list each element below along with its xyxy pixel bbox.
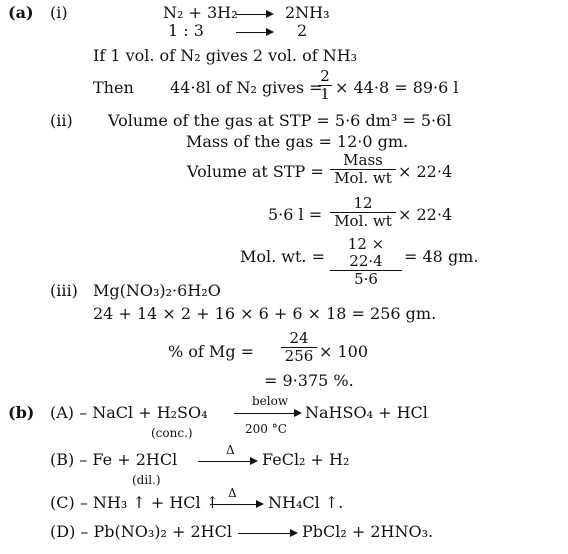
- reaction-c-right: NH₄Cl ↑.: [268, 493, 344, 512]
- fraction-mass-over-molwt: Mass Mol. wt: [330, 152, 396, 187]
- percent-mg-right: × 100: [319, 342, 369, 361]
- part-b-label: (b): [8, 403, 35, 422]
- reaction-b-condition: (dil.): [132, 473, 161, 487]
- percent-mg-result: = 9·375 %.: [264, 371, 354, 390]
- then-label: Then: [93, 78, 134, 97]
- molwt-left: Mol. wt. =: [240, 247, 326, 266]
- reaction-b-above: Δ: [226, 443, 235, 457]
- volume-at-stp-line: Volume of the gas at STP = 5·6 dm³ = 5·6l: [108, 111, 452, 130]
- reaction-a-arrow: [234, 413, 300, 414]
- volume-formula-left: Volume at STP =: [187, 162, 324, 181]
- reaction-b-arrow: [198, 461, 256, 462]
- reaction-d-arrow: [238, 533, 296, 534]
- volume-relation: If 1 vol. of N₂ gives 2 vol. of NH₃: [93, 46, 358, 65]
- subpart-ii-label: (ii): [50, 111, 73, 130]
- volume-formula-right: × 22·4: [398, 162, 453, 181]
- percent-mg-left: % of Mg =: [168, 342, 255, 361]
- reaction-c-above: Δ: [228, 486, 237, 500]
- substitution-right: × 22·4: [398, 205, 453, 224]
- then-text: 44·8l of N₂ gives =: [170, 78, 323, 97]
- fraction-2-over-1: $\frac{2}{1}$: [318, 68, 332, 103]
- fraction-12-over-molwt: 12 Mol. wt: [330, 195, 396, 230]
- molwt-result: = 48 gm.: [404, 247, 479, 266]
- reaction-d-right: PbCl₂ + 2HNO₃.: [302, 522, 434, 541]
- reaction-b-left: (B) – Fe + 2HCl: [50, 450, 178, 469]
- compound-formula: Mg(NO₃)₂·6H₂O: [93, 281, 221, 300]
- substitution-left: 5·6 l =: [268, 205, 323, 224]
- then-result: × 44·8 = 89·6 l: [335, 78, 459, 97]
- ratio-left: 1 : 3: [168, 21, 204, 40]
- reaction-a-below: 200 °C: [245, 422, 287, 436]
- subpart-i-label: (i): [50, 3, 68, 22]
- fraction-24-over-256: $\frac{24}{256}$: [281, 330, 317, 365]
- reaction-a-left: (A) – NaCl + H₂SO₄: [50, 403, 208, 422]
- ratio-right: 2: [297, 21, 308, 40]
- subpart-iii-label: (iii): [50, 281, 78, 300]
- reaction-right: 2NH₃: [285, 3, 330, 22]
- molar-mass-calc: 24 + 14 × 2 + 16 × 6 + 6 × 18 = 256 gm.: [93, 304, 437, 323]
- reaction-a-above: below: [252, 394, 289, 408]
- ratio-arrow: [236, 32, 272, 33]
- reaction-arrow: [236, 14, 272, 15]
- reaction-a-right: NaHSO₄ + HCl: [305, 403, 428, 422]
- part-a-label: (a): [8, 3, 34, 22]
- reaction-c-arrow: [210, 504, 262, 505]
- reaction-b-right: FeCl₂ + H₂: [262, 450, 350, 469]
- reaction-d-left: (D) – Pb(NO₃)₂ + 2HCl: [50, 522, 232, 541]
- reaction-a-condition: (conc.): [151, 426, 193, 440]
- mass-line: Mass of the gas = 12·0 gm.: [186, 132, 409, 151]
- fraction-molwt-calc: $\frac{12 \times 22\cdot 4}{5\cdot 6}$: [330, 236, 402, 288]
- reaction-c-left: (C) – NH₃ ↑ + HCl ↑: [50, 493, 220, 512]
- reaction-left: N₂ + 3H₂: [163, 3, 238, 22]
